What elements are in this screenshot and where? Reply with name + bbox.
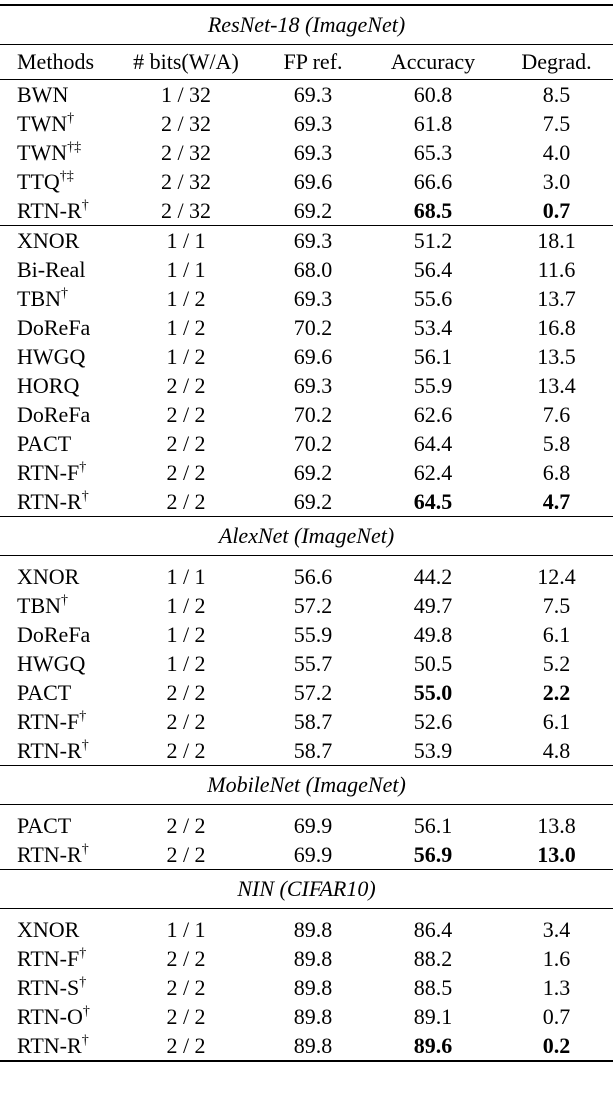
method-cell: HORQ xyxy=(17,373,80,398)
table-row xyxy=(0,284,613,313)
accuracy-cell: 56.1 xyxy=(366,805,500,841)
accuracy-cell: 60.8 xyxy=(413,82,453,107)
bits-cell: 2 / 2 xyxy=(166,842,206,867)
accuracy-cell: 66.6 xyxy=(413,169,453,194)
fp-ref-cell: 69.9 xyxy=(293,842,333,867)
accuracy-cell: 49.7 xyxy=(413,593,453,618)
fp-ref-cell: 89.8 xyxy=(293,1004,333,1029)
accuracy-cell: 51.2 xyxy=(366,226,500,256)
table-row xyxy=(0,255,613,284)
degradation-cell-best: 2.2 xyxy=(542,680,571,705)
bits-cell: 2 / 2 xyxy=(166,431,206,456)
fp-ref-cell: 69.3 xyxy=(293,140,333,165)
table-row xyxy=(0,909,613,945)
method-cell: BWN xyxy=(17,82,69,107)
fp-ref-cell: 89.8 xyxy=(293,975,333,1000)
accuracy-cell: 52.6 xyxy=(413,709,453,734)
fp-ref-cell: 69.3 xyxy=(293,111,333,136)
accuracy-cell: 53.4 xyxy=(413,315,453,340)
degradation-cell: 4.0 xyxy=(542,140,571,165)
bits-cell: 2 / 2 xyxy=(166,373,206,398)
fp-ref-cell: 56.6 xyxy=(260,556,366,592)
quantization-results-table xyxy=(0,4,613,1062)
accuracy-cell: 49.8 xyxy=(413,622,453,647)
fp-ref-cell: 89.8 xyxy=(260,909,366,945)
fp-ref-cell: 89.8 xyxy=(260,1031,366,1061)
fp-ref-cell: 57.2 xyxy=(293,593,333,618)
fp-ref-cell: 69.3 xyxy=(293,373,333,398)
bits-cell: 1 / 32 xyxy=(160,82,212,107)
bits-cell: 2 / 2 xyxy=(166,975,206,1000)
section-title: NIN (CIFAR10) xyxy=(0,870,613,909)
method-cell: RTN-F† xyxy=(17,459,87,485)
table-row xyxy=(0,400,613,429)
bits-cell: 2 / 2 xyxy=(112,805,260,841)
accuracy-cell: 64.4 xyxy=(413,431,453,456)
method-cell: XNOR xyxy=(0,556,112,592)
accuracy-cell: 86.4 xyxy=(366,909,500,945)
degradation-cell-best: 4.7 xyxy=(542,489,571,514)
bits-cell: 1 / 1 xyxy=(112,909,260,945)
fp-ref-cell: 69.3 xyxy=(293,286,333,311)
bits-cell: 1 / 2 xyxy=(166,344,206,369)
bits-cell: 2 / 2 xyxy=(112,1031,260,1061)
accuracy-cell-best: 55.0 xyxy=(413,680,453,705)
accuracy-cell: 55.9 xyxy=(413,373,453,398)
table-row xyxy=(0,226,613,256)
table-row xyxy=(0,1031,613,1061)
bits-cell: 2 / 2 xyxy=(166,489,206,514)
section-title: MobileNet (ImageNet) xyxy=(0,766,613,805)
header-degradation: Degrad. xyxy=(500,45,613,80)
degradation-cell: 13.8 xyxy=(500,805,613,841)
bits-cell: 1 / 2 xyxy=(166,622,206,647)
section-title: ResNet-18 (ImageNet) xyxy=(0,5,613,45)
table-row xyxy=(0,591,613,620)
table-row xyxy=(0,973,613,1002)
method-cell: Bi-Real xyxy=(17,257,86,282)
table-row xyxy=(0,944,613,973)
fp-ref-cell: 69.6 xyxy=(293,169,333,194)
fp-ref-cell: 57.2 xyxy=(293,680,333,705)
accuracy-cell-best: 56.9 xyxy=(413,842,453,867)
method-cell: XNOR xyxy=(0,226,112,256)
table-row xyxy=(0,805,613,841)
accuracy-cell: 55.6 xyxy=(413,286,453,311)
bits-cell: 1 / 2 xyxy=(166,286,206,311)
bits-cell: 1 / 1 xyxy=(112,556,260,592)
accuracy-cell: 53.9 xyxy=(413,738,453,763)
bits-cell: 2 / 2 xyxy=(166,738,206,763)
table-row xyxy=(0,371,613,400)
bits-cell: 2 / 2 xyxy=(166,1004,206,1029)
section-title-row xyxy=(0,766,613,805)
table-row xyxy=(0,487,613,517)
degradation-cell: 16.8 xyxy=(537,315,576,340)
degradation-cell-best: 0.2 xyxy=(500,1031,613,1061)
fp-ref-cell: 70.2 xyxy=(293,402,333,427)
degradation-cell: 11.6 xyxy=(537,257,576,282)
method-cell: RTN-R† xyxy=(17,488,89,514)
accuracy-cell: 89.1 xyxy=(413,1004,453,1029)
method-cell: RTN-R† xyxy=(0,1031,112,1061)
method-cell: TBN† xyxy=(17,285,68,311)
degradation-cell: 13.4 xyxy=(537,373,576,398)
accuracy-cell: 65.3 xyxy=(413,140,453,165)
fp-ref-cell: 69.2 xyxy=(293,489,333,514)
fp-ref-cell: 58.7 xyxy=(293,709,333,734)
degradation-cell: 3.4 xyxy=(500,909,613,945)
header-row xyxy=(0,45,613,80)
degradation-cell: 12.4 xyxy=(500,556,613,592)
degradation-cell: 7.5 xyxy=(542,593,571,618)
table-row xyxy=(0,1002,613,1031)
degradation-cell: 6.1 xyxy=(542,709,571,734)
degradation-cell: 1.6 xyxy=(542,946,571,971)
table-row xyxy=(0,620,613,649)
table-row xyxy=(0,109,613,138)
degradation-cell: 6.1 xyxy=(542,622,571,647)
table-row xyxy=(0,707,613,736)
accuracy-cell: 56.4 xyxy=(413,257,453,282)
degradation-cell: 6.8 xyxy=(542,460,571,485)
method-cell: TWN†‡ xyxy=(17,139,82,165)
accuracy-cell: 56.1 xyxy=(413,344,453,369)
method-cell: RTN-R† xyxy=(17,197,89,223)
table-row xyxy=(0,80,613,110)
table-row xyxy=(0,138,613,167)
fp-ref-cell: 70.2 xyxy=(293,431,333,456)
method-cell: XNOR xyxy=(0,909,112,945)
method-cell: PACT xyxy=(17,680,72,705)
method-cell: TTQ†‡ xyxy=(17,168,74,194)
header-methods: Methods xyxy=(0,45,112,80)
fp-ref-cell: 89.8 xyxy=(293,946,333,971)
method-cell: RTN-S† xyxy=(17,974,87,1000)
fp-ref-cell: 69.9 xyxy=(260,805,366,841)
bits-cell: 1 / 2 xyxy=(166,315,206,340)
bits-cell: 2 / 32 xyxy=(160,198,212,223)
degradation-cell: 5.8 xyxy=(542,431,571,456)
bits-cell: 2 / 32 xyxy=(160,169,212,194)
degradation-cell: 5.2 xyxy=(542,651,571,676)
method-cell: TBN† xyxy=(17,592,68,618)
method-cell: DoReFa xyxy=(17,402,91,427)
bits-cell: 1 / 1 xyxy=(166,257,206,282)
accuracy-cell-best: 64.5 xyxy=(413,489,453,514)
bits-cell: 2 / 2 xyxy=(166,709,206,734)
bits-cell: 2 / 2 xyxy=(166,680,206,705)
fp-ref-cell: 69.2 xyxy=(293,460,333,485)
bits-cell: 1 / 2 xyxy=(166,593,206,618)
fp-ref-cell: 55.7 xyxy=(293,651,333,676)
table-row xyxy=(0,840,613,870)
header-fp-ref: FP ref. xyxy=(260,45,366,80)
fp-ref-cell: 69.3 xyxy=(260,226,366,256)
degradation-cell: 3.0 xyxy=(542,169,571,194)
method-cell: DoReFa xyxy=(17,315,91,340)
section-title-row xyxy=(0,517,613,556)
accuracy-cell: 61.8 xyxy=(413,111,453,136)
fp-ref-cell: 70.2 xyxy=(293,315,333,340)
header-bits: # bits(W/A) xyxy=(112,45,260,80)
accuracy-cell: 62.4 xyxy=(413,460,453,485)
method-cell: TWN† xyxy=(17,110,75,136)
table-row xyxy=(0,678,613,707)
table-row xyxy=(0,342,613,371)
bits-cell: 2 / 2 xyxy=(166,460,206,485)
table-row xyxy=(0,429,613,458)
header-accuracy: Accuracy xyxy=(366,45,500,80)
degradation-cell: 8.5 xyxy=(542,82,571,107)
degradation-cell: 13.7 xyxy=(537,286,576,311)
fp-ref-cell: 69.6 xyxy=(293,344,333,369)
fp-ref-cell: 68.0 xyxy=(293,257,333,282)
table-row xyxy=(0,556,613,592)
method-cell: HWGQ xyxy=(17,651,86,676)
bits-cell: 1 / 1 xyxy=(112,226,260,256)
degradation-cell: 0.7 xyxy=(542,1004,571,1029)
bits-cell: 2 / 2 xyxy=(166,946,206,971)
method-cell: RTN-R† xyxy=(17,737,89,763)
table-row xyxy=(0,458,613,487)
bits-cell: 2 / 32 xyxy=(160,140,212,165)
table-row xyxy=(0,167,613,196)
fp-ref-cell: 55.9 xyxy=(293,622,333,647)
fp-ref-cell: 58.7 xyxy=(293,738,333,763)
method-cell: PACT xyxy=(17,431,72,456)
bits-cell: 1 / 2 xyxy=(166,651,206,676)
table-row xyxy=(0,196,613,226)
method-cell: HWGQ xyxy=(17,344,86,369)
method-cell: RTN-O† xyxy=(17,1003,90,1029)
table-row xyxy=(0,649,613,678)
accuracy-cell: 62.6 xyxy=(413,402,453,427)
method-cell: RTN-F† xyxy=(17,708,87,734)
fp-ref-cell: 69.2 xyxy=(293,198,333,223)
method-cell: DoReFa xyxy=(17,622,91,647)
degradation-cell: 4.8 xyxy=(542,738,571,763)
method-cell: RTN-F† xyxy=(17,945,87,971)
degradation-cell: 7.6 xyxy=(542,402,571,427)
table-row xyxy=(0,313,613,342)
degradation-cell: 7.5 xyxy=(542,111,571,136)
table-row xyxy=(0,736,613,766)
degradation-cell: 1.3 xyxy=(542,975,571,1000)
bits-cell: 2 / 2 xyxy=(166,402,206,427)
accuracy-cell-best: 89.6 xyxy=(366,1031,500,1061)
accuracy-cell: 44.2 xyxy=(366,556,500,592)
section-title: AlexNet (ImageNet) xyxy=(0,517,613,556)
section-title-row xyxy=(0,5,613,45)
method-cell: RTN-R† xyxy=(17,841,89,867)
accuracy-cell: 50.5 xyxy=(413,651,453,676)
accuracy-cell: 88.2 xyxy=(413,946,453,971)
method-cell: PACT xyxy=(0,805,112,841)
degradation-cell: 13.5 xyxy=(537,344,576,369)
degradation-cell-best: 0.7 xyxy=(542,198,571,223)
degradation-cell: 18.1 xyxy=(500,226,613,256)
fp-ref-cell: 69.3 xyxy=(293,82,333,107)
accuracy-cell-best: 68.5 xyxy=(413,198,453,223)
accuracy-cell: 88.5 xyxy=(413,975,453,1000)
degradation-cell-best: 13.0 xyxy=(537,842,576,867)
bits-cell: 2 / 32 xyxy=(160,111,212,136)
section-title-row xyxy=(0,870,613,909)
